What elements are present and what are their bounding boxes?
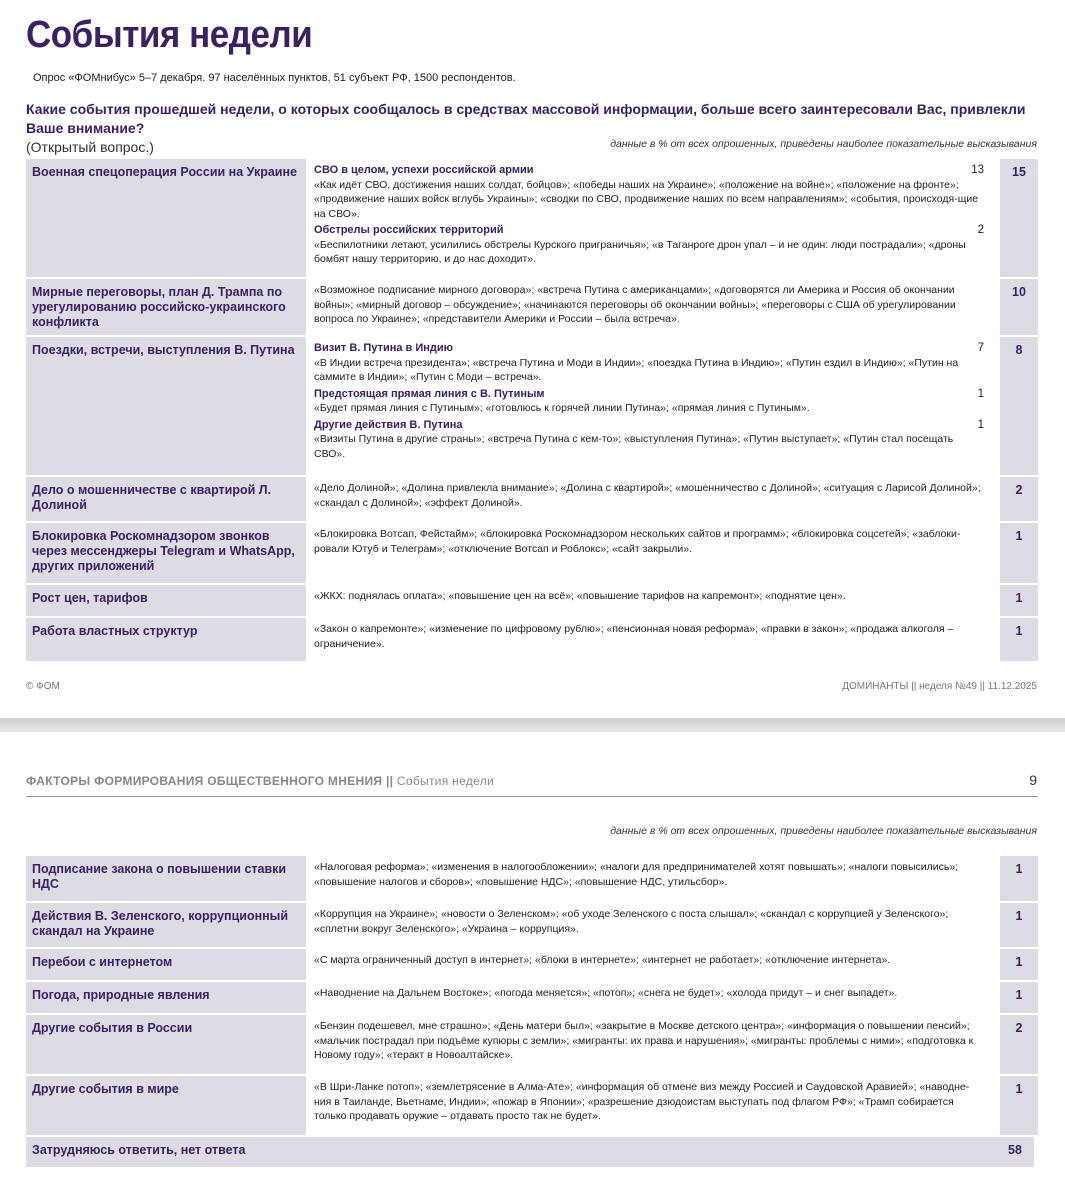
header-section: ФАКТОРЫ ФОРМИРОВАНИЯ ОБЩЕСТВЕННОГО МНЕНИЯ || <box>26 774 394 788</box>
row-value: 8 <box>1000 337 1038 475</box>
subcategory-title: Обстрелы российских территорий <box>314 224 504 236</box>
quotes: «Беспилотники летают, усилились обстрелы Курского приграничья»; «в Таганроге дрон упал – и не один: люди пострадали»; «дроны бомбят нашу территорию, и до нас доходит». <box>314 238 966 265</box>
row-value: 1 <box>1000 982 1038 1013</box>
quotes: «Блокировка Вотсап, Фейстайм»; «блокировка Роскомнадзором нескольких сайтов и программ»; «блокировка соцсетей»; «заблоки-ровали Ютуб и Телеграм»; «отключение Вотсап и Роблокс»; «сайт закрыли». <box>306 523 996 583</box>
table-row <box>26 279 1038 337</box>
quotes: «Наводнение на Дальнем Востоке»; «погода меняется»; «потоп»; «снега не будет»; «холода придут – и снег выпадет». <box>306 982 996 1013</box>
results-table-2 <box>26 856 1038 1169</box>
row-value: 2 <box>1000 1015 1038 1074</box>
table-row <box>26 159 1038 279</box>
row-value: 1 <box>1000 523 1038 583</box>
table-row <box>26 1076 1038 1137</box>
row-value: 1 <box>1000 618 1038 661</box>
quotes: «В Шри-Ланке потоп»; «землетрясение в Алма-Ате»; «информация об отмене виз между Россией и Саудовской Аравией»; «наводне-ния в Таиланде, Вьетнаме, Индии»; «пожар в Японии»; «разрешение дзюдоистам выступать под флагом РФ»; «Трамп собирается только продавать оружие – отдавать просто так не будет». <box>306 1076 996 1135</box>
question-open-label: (Открытый вопрос.) <box>26 139 154 155</box>
table-row <box>26 337 1038 477</box>
table-row <box>26 523 1038 585</box>
table-row <box>26 982 1038 1015</box>
category-label: Мирные переговоры, план Д. Трампа по урегулированию российско-украинского конфликта <box>26 279 306 335</box>
row-value: 2 <box>1000 477 1038 521</box>
category-label: Другие события в мире <box>26 1076 306 1135</box>
quotes: «Визиты Путина в другие страны»; «встреча Путина с кем-то»; «выступления Путина»; «Путин выступает»; «Путин стал посещать СВО». <box>314 433 954 460</box>
row-value: 15 <box>1000 159 1038 277</box>
quotes: «Налоговая реформа»; «изменения в налогообложении»; «налоги для предпринимателей хотят повышать»; «налоги повысились»; «повышение налогов и сборов»; «повышение НДС»; «повышение НДС, утильсбор». <box>306 856 996 901</box>
row-value: 1 <box>1000 856 1038 901</box>
quotes: «Будет прямая линия с Путиным»; «готовлюсь к горячей линии Путина»; «прямая линия с Путиным». <box>314 402 810 414</box>
category-label: Перебои с интернетом <box>26 949 306 980</box>
table-row <box>26 1015 1038 1076</box>
category-label: Блокировка Роскомнадзором звонков через мессенджеры Telegram и WhatsApp, других приложений <box>26 523 306 583</box>
question-text: Какие события прошедшей недели, о которых сообщалось в средствах массовой информации, больше всего заинтересовали Вас, привлекли Ваше внимание? <box>26 101 1026 136</box>
quotes: «Как идёт СВО, достижения наших солдат, бойцов»; «победы наших на Украине»; «положение на войне»; «положение на фронте»; «продвижение наших войск вглубь Украины»; «сводки по СВО, продвижение наших по всем направлениям»; «события, происходя-щие на СВО». <box>314 178 979 220</box>
category-label: Затрудняюсь ответить, нет ответа <box>26 1137 996 1167</box>
page-separator <box>0 718 1065 732</box>
category-label: Другие события в России <box>26 1015 306 1074</box>
header-divider <box>26 796 1038 797</box>
footer-copyright: © ФОМ <box>26 681 60 692</box>
table-row <box>26 618 1038 663</box>
table-row <box>26 949 1038 982</box>
row-value: 1 <box>1000 1076 1038 1135</box>
subcategory-title: Визит В. Путина в Индию <box>314 342 454 354</box>
table-row <box>26 585 1038 618</box>
row-value: 1 <box>1000 949 1038 980</box>
row-value: 10 <box>1000 279 1038 335</box>
subcategory-title: Другие действия В. Путина <box>314 418 463 431</box>
subcategory-title: Предстоящая прямая линия с В. Путиным <box>314 387 545 400</box>
quotes: «С марта ограниченный доступ в интернет»; «блоки в интернете»; «интернет не работает»; «отключение интернета». <box>306 949 996 980</box>
subcategory-value: 1 <box>977 387 984 400</box>
subcategory-value: 2 <box>977 224 984 236</box>
table-row-total <box>26 1137 1038 1169</box>
row-value: 1 <box>1000 585 1038 616</box>
subcategory-value: 7 <box>977 342 984 354</box>
quotes: «Бензин подешевел, мне страшно»; «День матери был»; «закрытие в Москве детского центра»; «информация о повышении пенсий»; «мальчик пострадал при подъёме купюры с земли»; «мигранты: их права и нарушения»; «мигранты: проблемы с ними»; «подготовка к Новому году»; «теракт в Новоалтайске». <box>306 1015 996 1074</box>
category-label: Военная спецоперация России на Украине <box>26 159 306 277</box>
page-title: События недели <box>26 14 313 56</box>
table-row <box>26 856 1038 903</box>
quotes: «Дело Долиной»; «Долина привлекла внимание»; «Долина с квартирой»; «мошенничество с Долиной»; «ситуация с Ларисой Долиной»; «скандал с Долиной»; «эффект Долиной». <box>306 477 996 521</box>
page-number: 9 <box>1029 772 1037 788</box>
row-value: 1 <box>1000 903 1038 947</box>
quotes: «В Индии встреча президента»; «встреча Путина и Моди в Индии»; «поездка Путина в Индию»; «Путин ездил в Индию»; «Путин на саммите в Индии»; «Путин с Моди – встреча». <box>314 356 959 383</box>
subcategory-value: 13 <box>971 164 984 176</box>
row-value: 58 <box>996 1137 1034 1167</box>
quotes: «Коррупция на Украине»; «новости о Зеленском»; «об уходе Зеленского с поста слышал»; «скандал с коррупцией у Зеленского»; «сплетни вокруг Зеленского»; «Украина – коррупция». <box>306 903 996 947</box>
header-subsection: События недели <box>396 774 494 788</box>
survey-info: Опрос «ФОМнибус» 5–7 декабря. 97 населённых пунктов, 51 субъект РФ, 1500 респондентов. <box>33 72 516 84</box>
quotes: «ЖКХ: поднялась оплата»; «повышение цен на всё»; «повышение тарифов на капремонт»; «поднятие цен». <box>306 585 996 616</box>
category-label: Подписание закона о повышении ставки НДС <box>26 856 306 901</box>
table-row <box>26 903 1038 949</box>
category-label: Поездки, встречи, выступления В. Путина <box>26 337 306 475</box>
category-label: Рост цен, тарифов <box>26 585 306 616</box>
category-label: Работа властных структур <box>26 618 306 661</box>
results-table-1 <box>26 159 1038 663</box>
subcategory-value: 1 <box>977 418 984 431</box>
category-label: Действия В. Зеленского, коррупционный скандал на Украине <box>26 903 306 947</box>
quotes: «Закон о капремонте»; «изменение по цифровому рублю»; «пенсионная новая реформа»; «правки в закон»; «продажа алкоголя – ограничение». <box>306 618 996 661</box>
footer-issue-info: ДОМИНАНТЫ || неделя №49 || 11.12.2025 <box>842 681 1037 692</box>
category-label: Погода, природные явления <box>26 982 306 1013</box>
data-note: данные в % от всех опрошенных, приведены наиболее показательные высказывания <box>610 825 1037 837</box>
quotes: «Возможное подписание мирного договора»; «встреча Путина с американцами»; «договорятся ли Америка и Россия об окончании войны»; «мирный договор – обсуждение»; «начинаются переговоры об окончании войны»; «переговоры с США об урегулировании вопроса по Украине»; «представители Америки и России – была встреча». <box>306 279 996 335</box>
category-label: Дело о мошенничестве с квартирой Л. Долиной <box>26 477 306 521</box>
page-2 <box>0 732 1065 1200</box>
data-note: данные в % от всех опрошенных, приведены наиболее показательные высказывания <box>610 138 1037 150</box>
row-description <box>306 159 996 277</box>
subcategory-title: СВО в целом, успехи российской армии <box>314 164 534 176</box>
running-header <box>26 774 494 788</box>
table-row <box>26 477 1038 523</box>
row-description <box>306 337 996 475</box>
